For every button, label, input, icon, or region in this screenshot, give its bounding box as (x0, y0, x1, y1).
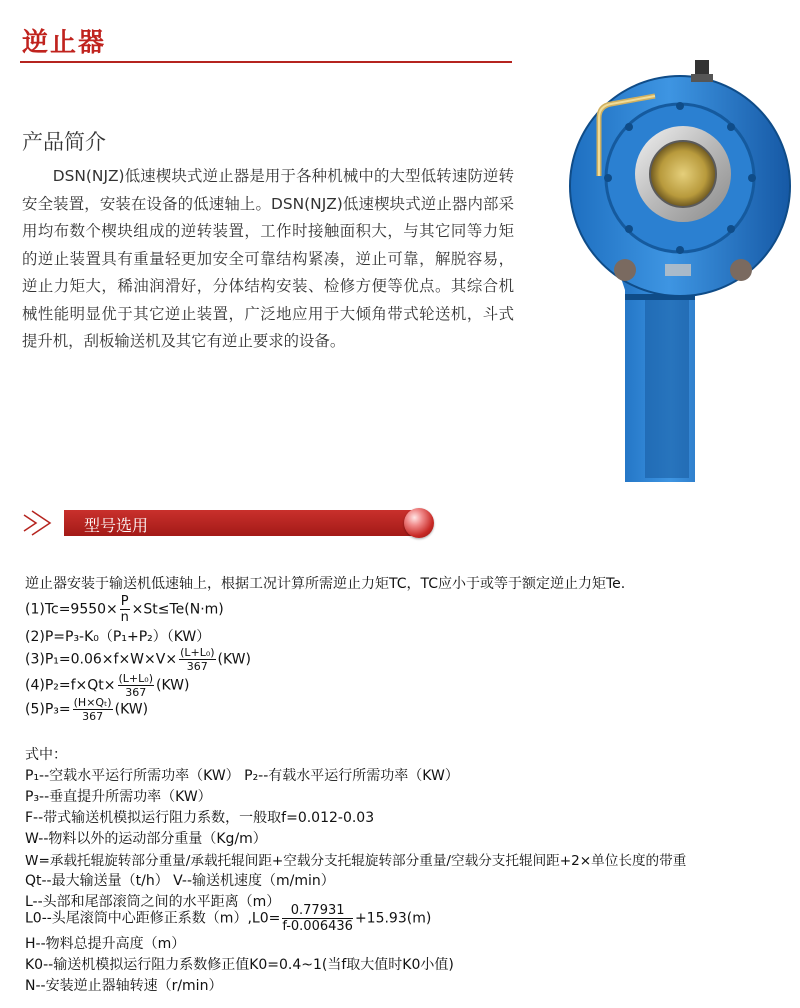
fraction-denominator: n (120, 610, 129, 625)
legend-p1-p2: P₁--空载水平运行所需功率（KW） P₂--有载水平运行所需功率（KW） (25, 768, 459, 784)
formula-5-right: (KW) (114, 701, 149, 718)
formula-5-fraction (73, 697, 113, 722)
legend-l0 (25, 904, 431, 933)
red-sphere-icon (404, 508, 434, 538)
page-title: 逆止器 (22, 28, 107, 58)
legend-title: 式中： (25, 747, 67, 763)
legend-l0-right: +15.93(m) (354, 910, 432, 927)
banner-label: 型号选用 (84, 516, 149, 535)
legend-qt-v: Qt--最大输送量（t/h） V--输送机速度（m/min） (25, 873, 335, 889)
legend-l: L--头部和尾部滚筒之间的水平距离（m） (25, 894, 281, 910)
legend-f: F--带式输送机模拟运行阻力系数，一般取f=0.012-0.03 (25, 810, 375, 826)
fraction-denominator: 367 (125, 686, 147, 699)
formula-1-left: (1)Tc=9550× (25, 601, 118, 618)
fraction-numerator: 0.77931 (282, 904, 353, 919)
fraction-denominator: f-0.006436 (282, 919, 353, 934)
fraction-numerator: (H×Qₜ) (73, 696, 112, 709)
fraction-denominator: 367 (186, 660, 208, 673)
legend-w-definition: W=承载托辊旋转部分重量/承载托辊间距+空载分支托辊旋转部分重量/空载分支托辊间距+2×单位长度的带重 (25, 853, 687, 869)
formula-1 (25, 595, 224, 624)
title-divider (20, 61, 512, 63)
fraction-numerator: (L+L₀) (118, 672, 153, 685)
fraction-numerator: (L+L₀) (180, 646, 215, 659)
legend-l0-fraction (282, 904, 353, 933)
formula-5 (25, 697, 148, 722)
formula-4-right: (KW) (155, 677, 190, 694)
double-chevron-right-icon (22, 507, 70, 539)
selection-intro: 逆止器安装于输送机低速轴上，根据工况计算所需逆止力矩TC，TC应小于或等于额定逆止力矩Te. (25, 576, 626, 592)
formula-2: (2)P=P₃-K₀（P₁+P₂）（KW） (25, 629, 211, 645)
formula-4-left: (4)P₂=f×Qt× (25, 677, 116, 694)
section-banner (22, 507, 417, 539)
intro-text: DSN(NJZ)低速楔块式逆止器是用于各种机械中的大型低转速防逆转安全装置，安装在设备的低速轴上。DSN(NJZ)低速楔块式逆止器内部采用均布数个楔块组成的逆转装置，工作时接触面积大，与其它同等力矩的逆止装置具有重量轻更加安全可靠结构紧凑，逆止可靠，解脱容易，逆止力矩大，稀油润滑好，分体结构安装、检修方便等优点。其综合机械性能明显优于其它逆止装置，广泛地应用于大倾角带式轮送机，斗式提升机，刮板输送机及其它有逆止要求的设备。 (22, 167, 514, 350)
legend-h: H--物料总提升高度（m） (25, 936, 186, 952)
formula-4-fraction (118, 673, 154, 698)
formula-3-fraction (179, 647, 215, 672)
formula-1-right: ×St≤Te(N·m) (131, 601, 224, 618)
legend-w: W--物料以外的运动部分重量（Kg/m） (25, 831, 267, 847)
formula-1-fraction (120, 595, 130, 624)
formula-5-left: (5)P₃= (25, 701, 71, 718)
legend-l0-left: L0--头尾滚筒中心距修正系数（m）,L0= (25, 910, 281, 927)
formula-3-right: (KW) (217, 651, 251, 668)
fraction-denominator: 367 (82, 710, 104, 723)
intro-heading: 产品简介 (22, 130, 106, 154)
formula-3-left: (3)P₁=0.06×f×W×V× (25, 651, 178, 668)
legend-n: N--安装逆止器轴转速（r/min） (25, 978, 223, 994)
legend-k0: K0--输送机模拟运行阻力系数修正值K0=0.4~1(当f取大值时K0小值) (25, 957, 454, 973)
formula-4 (25, 673, 189, 698)
legend-p3: P₃--垂直提升所需功率（KW） (25, 789, 212, 805)
fraction-numerator: P (120, 594, 129, 609)
formula-3 (25, 647, 251, 672)
backstop-device-illustration (555, 58, 795, 490)
